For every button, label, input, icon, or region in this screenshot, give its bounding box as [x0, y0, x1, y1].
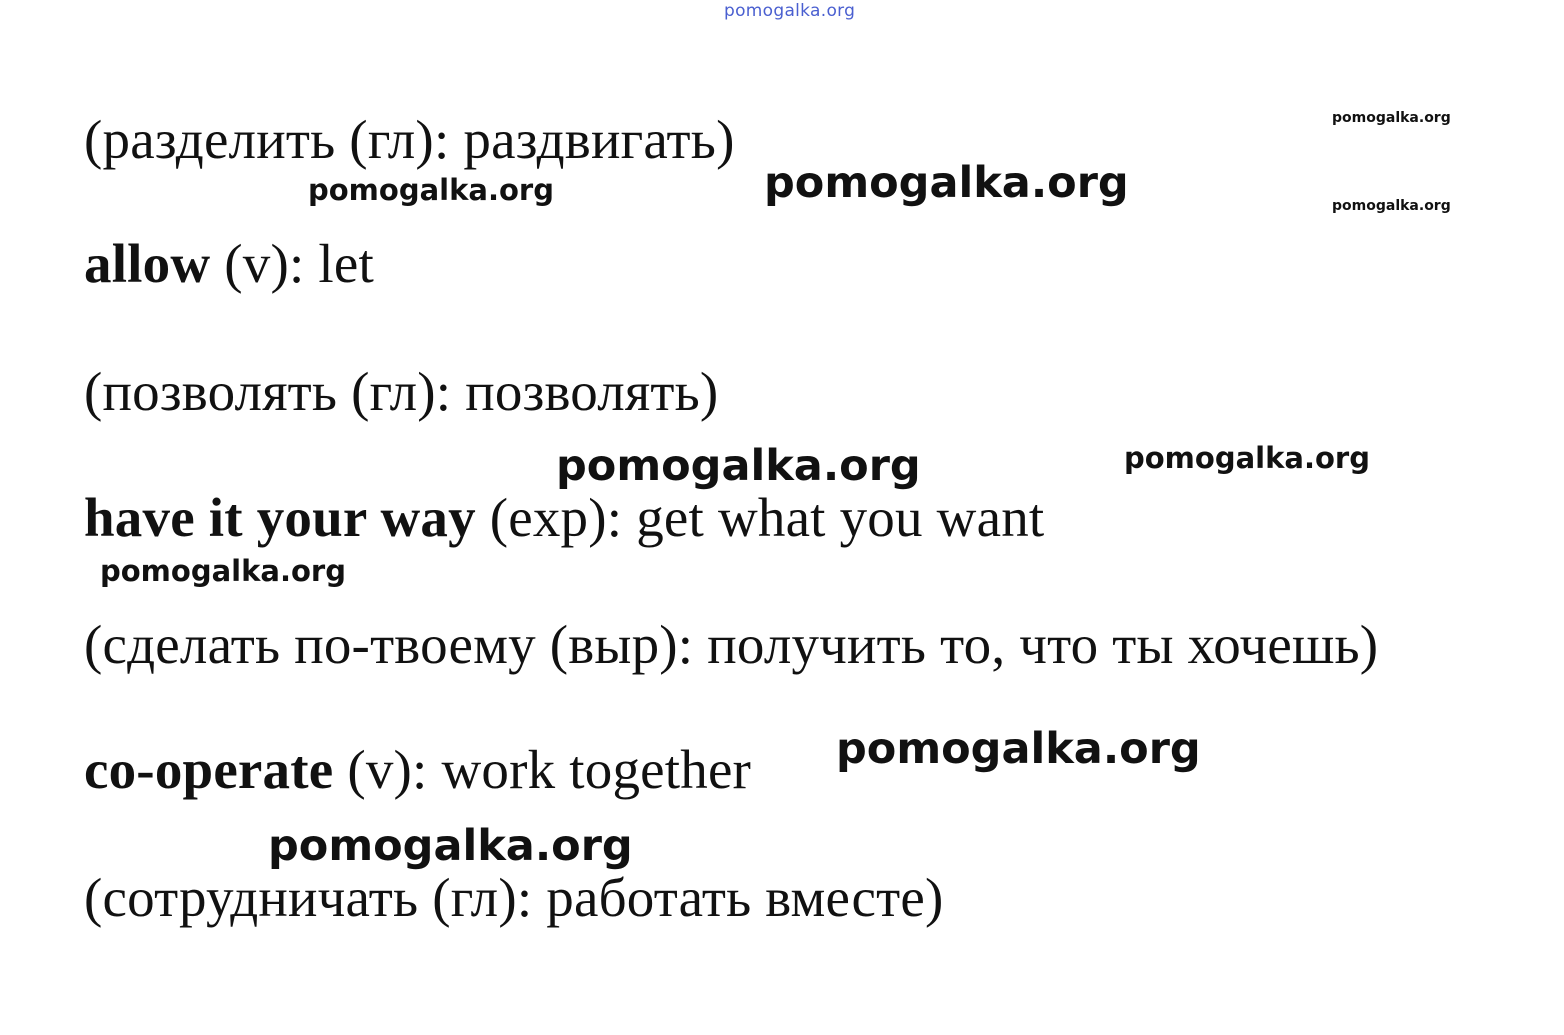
- entry-co-operate: [84, 739, 752, 800]
- watermark: pomogalka.org: [556, 441, 921, 491]
- watermark: pomogalka.org: [1332, 110, 1451, 126]
- definition-co-operate: (v): work together: [333, 739, 752, 800]
- term-co-operate: co-operate: [84, 739, 334, 800]
- watermark-top: pomogalka.org: [724, 1, 856, 21]
- entry-translation-co-operate: (сотрудничать (гл): работать вместе): [84, 867, 944, 928]
- watermark: pomogalka.org: [308, 173, 554, 207]
- watermark: pomogalka.org: [764, 158, 1129, 208]
- entry-translation-allow: (позволять (гл): позволять): [84, 361, 719, 422]
- entry-translation-split: (разделить (гл): раздвигать): [84, 109, 735, 170]
- entry-allow: [84, 233, 374, 294]
- term-allow: allow: [84, 233, 211, 294]
- watermark: pomogalka.org: [100, 554, 346, 588]
- definition-have-it-your-way: (exp): get what you want: [475, 487, 1045, 548]
- entry-translation-have-it-your-way: (сделать по-твоему (выр): получить то, что ты хочешь): [84, 614, 1379, 675]
- watermark: pomogalka.org: [1124, 441, 1370, 475]
- watermark: pomogalka.org: [836, 724, 1201, 774]
- term-have-it-your-way: have it your way: [84, 487, 476, 548]
- definition-allow: (v): let: [210, 233, 374, 294]
- watermark: pomogalka.org: [268, 821, 633, 871]
- entry-have-it-your-way: [84, 487, 1045, 548]
- watermark: pomogalka.org: [1332, 198, 1451, 214]
